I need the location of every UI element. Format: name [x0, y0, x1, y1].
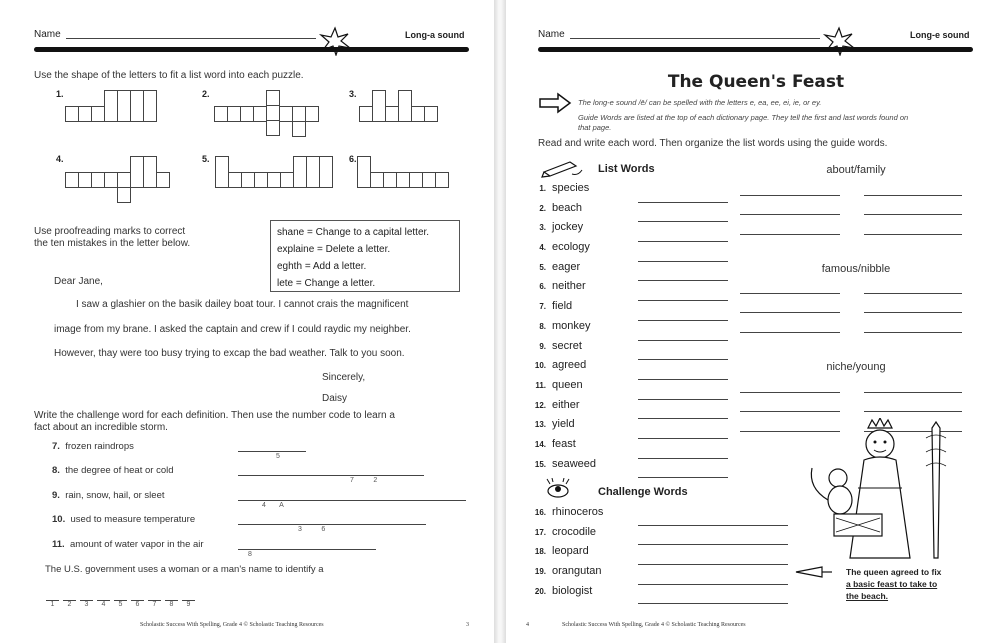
guide-word-famous-nibble: famous/nibble: [821, 263, 891, 275]
letter-greeting: Dear Jane,: [54, 276, 103, 287]
puzzle-1[interactable]: [66, 90, 157, 122]
list-words: [526, 182, 596, 477]
caption-line-3: the beach.: [846, 591, 889, 601]
letter-signature: Daisy: [322, 393, 348, 404]
list-item: 9. secret: [539, 339, 582, 352]
right-page-number: 4: [526, 622, 529, 628]
puzzle-number-4: 4.: [56, 154, 64, 164]
puzzle-number-6: 6.: [349, 154, 357, 164]
letter-line-2: image from my brane. I asked the captain and crew if I could raydic my neighber.: [54, 324, 411, 335]
puzzle-number-2: 2.: [202, 89, 210, 99]
list-item: 17. crocodile: [534, 525, 597, 538]
skill-label: Long-a sound: [405, 30, 465, 40]
challenge-write-lines[interactable]: [638, 506, 788, 604]
list-item: 19. orangutan: [534, 565, 602, 578]
code-9: 4 A: [262, 502, 284, 509]
header-brush-stroke: [34, 47, 469, 52]
list-item: 12. either: [534, 398, 580, 411]
challenge-instruction-line-2: fact about an incredible storm.: [34, 422, 168, 433]
puzzle-instruction: Use the shape of the letters to fit a list word into each puzzle.: [34, 70, 304, 81]
left-page-number: 3: [466, 622, 469, 628]
left-footer: Scholastic Success With Spelling, Grade 4 © Scholastic Teaching Resources: [140, 622, 324, 628]
left-page: [0, 0, 494, 643]
list-item: 1. species: [539, 182, 590, 194]
queen-and-monkey-illustration: [798, 418, 948, 566]
page-title: The Queen's Feast: [667, 72, 845, 92]
list-item: 18. leopard: [534, 545, 589, 558]
right-footer: Scholastic Success With Spelling, Grade 4 © Scholastic Teaching Resources: [562, 622, 746, 628]
letter-line-1: I saw a glashier on the basik dailey boat tour. I cannot crais the magnificent: [76, 299, 409, 310]
puzzle-6[interactable]: [358, 156, 449, 188]
list-item: 6. neither: [539, 280, 586, 293]
caption-line-1: The queen agreed to fix: [846, 567, 942, 577]
right-page: [506, 0, 1000, 643]
code-10: 3 6: [298, 526, 326, 533]
caption-line-2: a basic feast to take to: [846, 579, 938, 589]
challenge-words: [526, 506, 603, 604]
fact-sentence: The U.S. government uses a woman or a man's name to identify a: [45, 564, 324, 575]
mark-row-add: eghth = Add a letter.: [277, 261, 367, 272]
puzzle-2[interactable]: [215, 90, 319, 137]
list-item: 2. beach: [539, 201, 582, 214]
challenge-words-header: Challenge Words: [598, 486, 688, 498]
mark-row-change: lete = Change a letter.: [277, 278, 376, 289]
letter-closing: Sincerely,: [322, 372, 366, 383]
guide-lines-section-1[interactable]: [740, 176, 962, 235]
list-item: 4. ecology: [539, 241, 590, 254]
pencil-icon: [540, 156, 584, 178]
proofreading-marks-box: [270, 220, 460, 292]
definition-7: 7. frozen raindrops: [52, 441, 134, 452]
puzzle-4[interactable]: [66, 156, 170, 203]
list-item: 16. rhinoceros: [534, 506, 604, 518]
puzzle-number-5: 5.: [202, 154, 210, 164]
list-words-header: List Words: [598, 163, 655, 175]
list-item: 3. jockey: [539, 221, 584, 234]
proof-instruction-line-1: Use proofreading marks to correct: [34, 226, 186, 237]
bug-icon: [540, 478, 576, 500]
list-item: 15. seaweed: [534, 457, 597, 470]
answer-blank-10[interactable]: [238, 514, 426, 525]
list-item: 5. eager: [539, 260, 581, 273]
guide-words-explanation-2: that page.: [578, 123, 612, 132]
name-label: Name: [34, 29, 61, 40]
name-line: [66, 38, 316, 39]
header-brush-stroke: [538, 47, 973, 52]
code-answer-row[interactable]: 1 2 3 4 5 6 7 8 9: [46, 590, 195, 608]
list-item: 13. yield: [534, 418, 575, 431]
puzzle-number-3: 3.: [349, 89, 357, 99]
answer-blank-7[interactable]: [238, 441, 306, 452]
guide-word-about-family: about/family: [826, 164, 886, 176]
challenge-instruction-line-1: Write the challenge word for each definition. Then use the number code to learn a: [34, 410, 395, 421]
definition-10: 10. used to measure temperature: [52, 514, 196, 525]
code-11: 8: [248, 551, 252, 558]
answer-blank-11[interactable]: [238, 539, 376, 550]
arrow-pointer-icon: [794, 564, 834, 580]
proof-instruction-line-2: the ten mistakes in the letter below.: [34, 238, 191, 249]
definition-11: 11. amount of water vapor in the air: [52, 539, 204, 550]
arrow-icon: [538, 92, 572, 114]
main-instruction: Read and write each word. Then organize the list words using the guide words.: [538, 138, 888, 149]
guide-words-explanation-1: Guide Words are listed at the top of each dictionary page. They tell the first and last words found on: [578, 113, 909, 122]
list-item: 11. queen: [535, 378, 583, 391]
illustration-caption: [846, 566, 941, 602]
list-item: 14. feast: [534, 437, 576, 450]
guide-word-niche-young: niche/young: [826, 361, 886, 373]
mark-row-capital: shane = Change to a capital letter.: [277, 227, 430, 238]
letter-line-3: However, thay were too busy trying to excap the bad weather. Talk to you soon.: [54, 348, 405, 359]
list-word-write-lines[interactable]: [638, 183, 728, 478]
definition-9: 9. rain, snow, hail, or sleet: [52, 490, 165, 501]
definition-8: 8. the degree of heat or cold: [52, 465, 174, 476]
answer-blank-8[interactable]: [238, 465, 424, 476]
guide-lines-section-2[interactable]: [740, 274, 962, 333]
puzzle-number-1: 1.: [56, 89, 64, 99]
list-item: 8. monkey: [539, 319, 591, 332]
name-label: Name: [538, 29, 565, 40]
list-item: 7. field: [539, 300, 573, 313]
code-8: 7 2: [350, 477, 378, 484]
list-item: 10. agreed: [534, 359, 587, 372]
name-line: [570, 38, 820, 39]
book-gutter: [494, 0, 506, 643]
spelling-rule: The long-e sound /ē/ can be spelled with the letters e, ea, ee, ei, ie, or ey.: [578, 98, 822, 107]
puzzle-5[interactable]: [216, 156, 333, 188]
list-item: 20. biologist: [534, 584, 593, 597]
puzzle-3[interactable]: [360, 90, 438, 122]
answer-blank-9[interactable]: [238, 490, 466, 501]
code-7: 5: [276, 453, 280, 460]
skill-label: Long-e sound: [910, 30, 970, 40]
mark-row-delete: explaine = Delete a letter.: [277, 244, 391, 255]
